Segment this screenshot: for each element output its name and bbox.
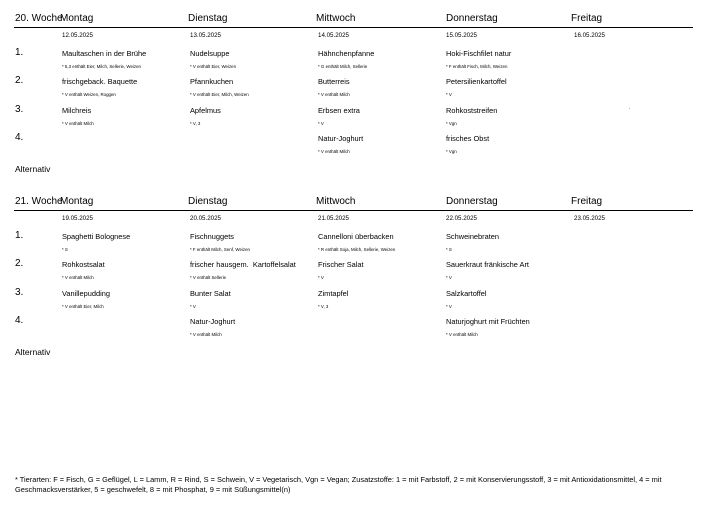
- date-monday: 19.05.2025: [62, 215, 93, 222]
- date-tuesday: 13.05.2025: [190, 32, 221, 39]
- menu-dish-info: * V enthält Weizen, Roggen: [62, 92, 116, 97]
- menu-dish: Hähnchenpfanne: [318, 49, 375, 58]
- menu-dish-info: * V: [318, 121, 324, 126]
- menu-dish: Natur-Joghurt: [190, 317, 236, 326]
- menu-dish-info: * Vgn: [446, 149, 457, 154]
- menu-dish: Naturjoghurt mit Früchten: [446, 317, 530, 326]
- day-header-thursday: Donnerstag: [446, 13, 498, 24]
- date-wednesday: 21.05.2025: [318, 215, 349, 222]
- menu-dish: Rohkostsalat: [62, 260, 105, 269]
- alternativ-label: Alternativ: [15, 164, 51, 174]
- menu-dish: Rohkoststreifen: [446, 106, 498, 115]
- day-header-wednesday: Mittwoch: [316, 196, 356, 207]
- date-wednesday: 14.05.2025: [318, 32, 349, 39]
- menu-dish-info: * V: [446, 275, 452, 280]
- row-number: 2.: [15, 75, 24, 86]
- menu-dish: Milchreis: [62, 106, 92, 115]
- menu-dish: Maultaschen in der Brühe: [62, 49, 147, 58]
- menu-dish-info: * R enthält Soja, Milch, Sellerie, Weizen: [318, 247, 396, 252]
- menu-dish-info: * S: [62, 247, 68, 252]
- day-header-tuesday: Dienstag: [188, 13, 228, 24]
- menu-dish-info: * 5,3 enthält Eier, Milch, Sellerie, Weizen: [62, 64, 141, 69]
- day-header-monday: Montag: [60, 196, 94, 207]
- row-number: 3.: [15, 104, 24, 115]
- menu-dish-info: * V enthält Milch: [62, 275, 94, 280]
- day-header-wednesday: Mittwoch: [316, 13, 356, 24]
- menu-dish-info: * V, 3: [190, 121, 201, 126]
- week-label: 21. Woche: [15, 196, 63, 207]
- menu-dish: Fischnuggets: [190, 232, 234, 241]
- stray-mark: [629, 108, 630, 109]
- menu-dish: Spaghetti Bolognese: [62, 232, 131, 241]
- menu-dish: Natur-Joghurt: [318, 134, 364, 143]
- day-header-friday: Freitag: [571, 13, 603, 24]
- menu-dish-info: * V enthält Sellerie: [190, 275, 227, 280]
- menu-dish-info: * S: [446, 247, 452, 252]
- menu-dish: frischer hausgem. Kartoffelsalat: [190, 260, 296, 269]
- row-number: 2.: [15, 258, 24, 269]
- menu-dish-info: * V, 3: [318, 304, 329, 309]
- menu-dish-info: * V: [446, 304, 452, 309]
- menu-dish: Zimtapfel: [318, 289, 349, 298]
- menu-dish: Frischer Salat: [318, 260, 364, 269]
- day-header-monday: Montag: [60, 13, 94, 24]
- week-label: 20. Woche: [15, 13, 63, 24]
- legend-footnote: * Tierarten: F = Fisch, G = Geflügel, L = Lamm, R = Rind, S = Schwein, V = Vegetarisch, Vgn = Vegan; Zusatzstoffe: 1 = mit Farbstoff, 2 = mit Konservierungsstoff, 3 = mit Antioxidationsmittel, 4 = mit Geschmacksverstärker, 5 = geschwefelt, 8 = mit Phosphat, 9 = mit Süßungsmittel(n): [15, 475, 662, 494]
- menu-dish-info: * V enthält Eier, Milch: [62, 304, 104, 309]
- row-number: 3.: [15, 287, 24, 298]
- menu-dish-info: * V enthält Milch: [446, 332, 478, 337]
- day-header-tuesday: Dienstag: [188, 196, 228, 207]
- date-friday: 16.05.2025: [574, 32, 605, 39]
- menu-dish: Pfannkuchen: [190, 77, 234, 86]
- date-monday: 12.05.2025: [62, 32, 93, 39]
- row-number: 1.: [15, 230, 24, 241]
- menu-dish-info: * V: [318, 275, 324, 280]
- date-tuesday: 20.05.2025: [190, 215, 221, 222]
- menu-dish: Bunter Salat: [190, 289, 231, 298]
- day-header-friday: Freitag: [571, 196, 603, 207]
- menu-dish: Schweinebraten: [446, 232, 500, 241]
- menu-dish: Vanillepudding: [62, 289, 110, 298]
- header-divider: [14, 27, 693, 28]
- menu-dish-info: * V: [446, 92, 452, 97]
- menu-dish-info: * F enthält Milch, Senf, Weizen: [190, 247, 250, 252]
- menu-dish: Butterreis: [318, 77, 350, 86]
- menu-dish-info: * V enthält Milch: [190, 332, 222, 337]
- menu-dish: Erbsen extra: [318, 106, 360, 115]
- menu-dish: Sauerkraut fränkische Art: [446, 260, 529, 269]
- menu-dish-info: * V enthält Milch: [62, 121, 94, 126]
- menu-dish-info: * V enthält Eier, Weizen: [190, 64, 237, 69]
- day-header-thursday: Donnerstag: [446, 196, 498, 207]
- menu-dish: Petersilienkartoffel: [446, 77, 507, 86]
- row-number: 1.: [15, 47, 24, 58]
- alternativ-label: Alternativ: [15, 347, 51, 357]
- row-number: 4.: [15, 132, 24, 143]
- menu-dish-info: * V enthält Eier, Milch, Weizen: [190, 92, 249, 97]
- menu-dish-info: * G enthält Milch, Sellerie: [318, 64, 368, 69]
- menu-dish: Apfelmus: [190, 106, 221, 115]
- menu-dish-info: * V: [190, 304, 196, 309]
- menu-dish-info: * F enthält Fisch, Milch, Weizen: [446, 64, 508, 69]
- menu-dish-info: * V enthält Milch: [318, 92, 350, 97]
- menu-dish: frisches Obst: [446, 134, 490, 143]
- menu-dish: frischgeback. Baquette: [62, 77, 138, 86]
- menu-dish: Cannelloni überbacken: [318, 232, 394, 241]
- menu-dish-info: * Vgn: [446, 121, 457, 126]
- date-friday: 23.05.2025: [574, 215, 605, 222]
- row-number: 4.: [15, 315, 24, 326]
- menu-dish-info: * V enthält Milch: [318, 149, 350, 154]
- menu-dish: Salzkartoffel: [446, 289, 487, 298]
- date-thursday: 15.05.2025: [446, 32, 477, 39]
- header-divider: [14, 210, 693, 211]
- menu-dish: Nudelsuppe: [190, 49, 230, 58]
- date-thursday: 22.05.2025: [446, 215, 477, 222]
- menu-dish: Hoki-Fischfilet natur: [446, 49, 512, 58]
